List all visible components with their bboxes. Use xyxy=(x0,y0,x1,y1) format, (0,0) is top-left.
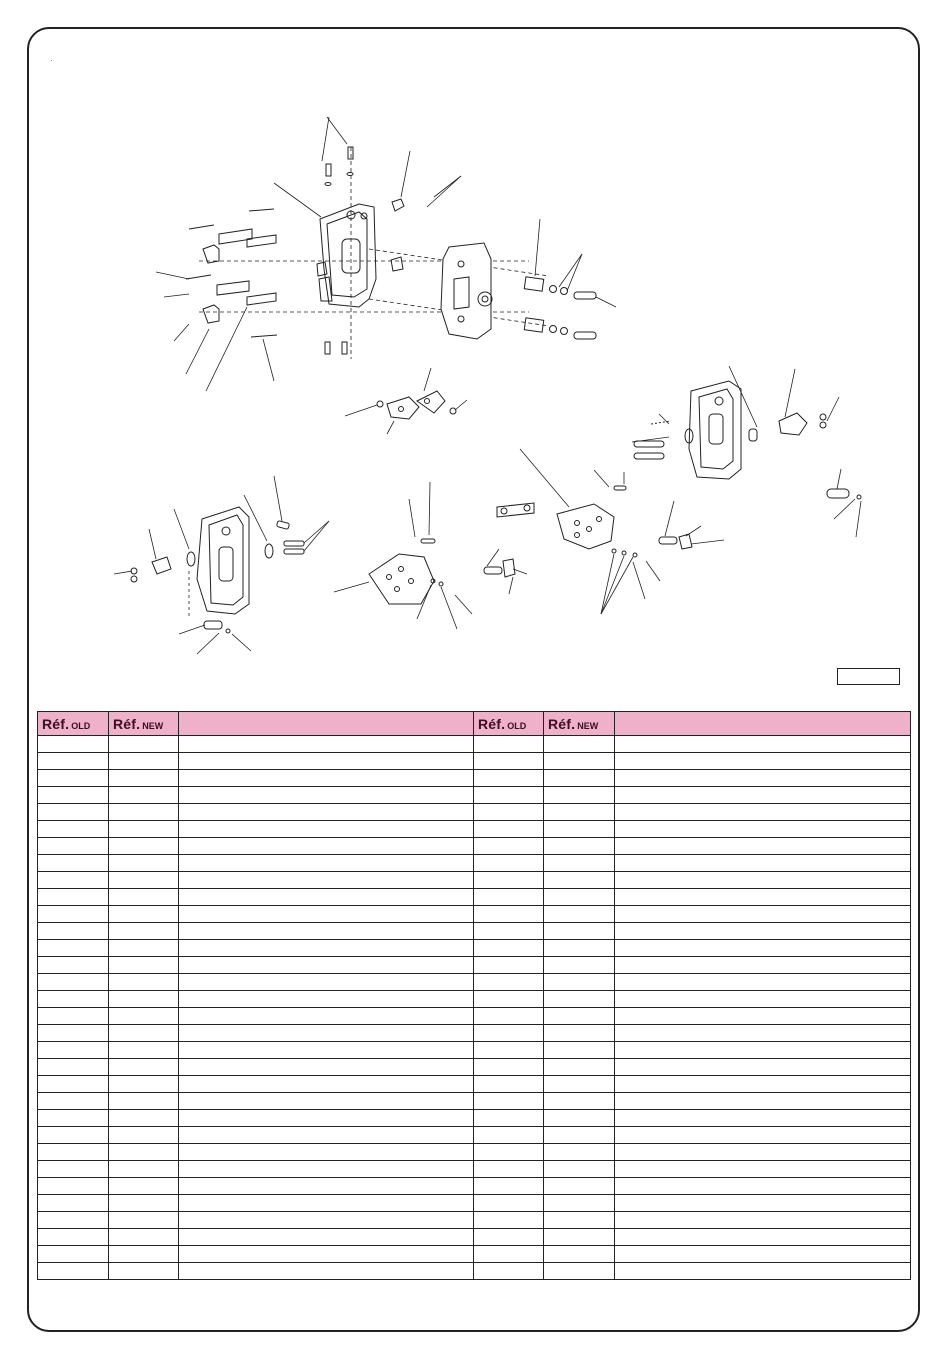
table-cell xyxy=(179,804,474,821)
table-cell xyxy=(109,1195,179,1212)
leader-lines-top xyxy=(156,117,616,391)
table-cell xyxy=(38,923,109,940)
table-cell xyxy=(544,804,615,821)
table-cell xyxy=(544,906,615,923)
plate-lowercenter-part xyxy=(334,482,534,629)
table-cell xyxy=(179,1161,474,1178)
parts-table-body xyxy=(38,736,911,1280)
table-cell xyxy=(615,991,911,1008)
table-cell xyxy=(38,974,109,991)
table-row xyxy=(38,1178,911,1195)
table-cell xyxy=(544,1127,615,1144)
table-cell xyxy=(544,1212,615,1229)
table-cell xyxy=(544,991,615,1008)
table-cell xyxy=(544,1093,615,1110)
table-cell xyxy=(544,1161,615,1178)
table-cell xyxy=(179,974,474,991)
table-cell xyxy=(615,787,911,804)
table-row xyxy=(38,1161,911,1178)
table-cell xyxy=(179,753,474,770)
table-cell xyxy=(544,787,615,804)
table-cell xyxy=(615,906,911,923)
table-cell xyxy=(544,1195,615,1212)
table-cell xyxy=(544,1263,615,1280)
table-row xyxy=(38,1025,911,1042)
table-cell xyxy=(38,770,109,787)
table-cell xyxy=(109,889,179,906)
table-row xyxy=(38,974,911,991)
table-cell xyxy=(38,787,109,804)
table-cell xyxy=(38,821,109,838)
table-cell xyxy=(615,974,911,991)
table-row xyxy=(38,1076,911,1093)
table-cell xyxy=(615,1025,911,1042)
table-cell xyxy=(474,1093,544,1110)
table-row xyxy=(38,1110,911,1127)
table-header-row xyxy=(38,712,911,736)
table-row xyxy=(38,1127,911,1144)
table-cell xyxy=(179,770,474,787)
table-cell xyxy=(544,753,615,770)
table-cell xyxy=(179,1059,474,1076)
table-cell xyxy=(544,1008,615,1025)
table-cell xyxy=(179,1229,474,1246)
table-cell xyxy=(615,1059,911,1076)
table-cell xyxy=(615,1246,911,1263)
table-row xyxy=(38,1008,911,1025)
table-cell xyxy=(179,1195,474,1212)
header-ref-new-right: Réf. NEW xyxy=(544,712,615,736)
table-cell xyxy=(474,753,544,770)
table-cell xyxy=(38,804,109,821)
table-cell xyxy=(109,1263,179,1280)
table-cell xyxy=(615,855,911,872)
table-cell xyxy=(179,1110,474,1127)
table-cell xyxy=(474,1263,544,1280)
table-cell xyxy=(474,1212,544,1229)
table-cell xyxy=(179,1076,474,1093)
table-cell xyxy=(615,753,911,770)
table-cell xyxy=(615,1144,911,1161)
table-cell xyxy=(615,1263,911,1280)
table-cell xyxy=(544,1025,615,1042)
table-cell xyxy=(544,838,615,855)
table-cell xyxy=(38,1008,109,1025)
table-cell xyxy=(474,1229,544,1246)
table-cell xyxy=(38,1178,109,1195)
table-cell xyxy=(109,1229,179,1246)
table-cell xyxy=(544,1059,615,1076)
table-cell xyxy=(544,1110,615,1127)
table-cell xyxy=(109,1178,179,1195)
table-cell xyxy=(615,872,911,889)
table-cell xyxy=(544,821,615,838)
table-cell xyxy=(179,1144,474,1161)
table-cell xyxy=(38,889,109,906)
table-row xyxy=(38,940,911,957)
table-cell xyxy=(38,753,109,770)
table-cell xyxy=(109,1059,179,1076)
table-cell xyxy=(179,957,474,974)
table-row xyxy=(38,787,911,804)
table-cell xyxy=(615,838,911,855)
header-description-left xyxy=(179,712,474,736)
table-cell xyxy=(38,1059,109,1076)
table-cell xyxy=(38,855,109,872)
table-cell xyxy=(38,1042,109,1059)
table-cell xyxy=(615,736,911,753)
table-cell xyxy=(544,1246,615,1263)
right-hardware-top xyxy=(524,277,596,339)
table-row xyxy=(38,804,911,821)
table-cell xyxy=(109,804,179,821)
part-label-box xyxy=(837,668,900,685)
table-cell xyxy=(615,1195,911,1212)
table-cell xyxy=(109,1025,179,1042)
table-row xyxy=(38,1042,911,1059)
table-cell xyxy=(179,736,474,753)
header-ref-new-left: Réf. NEW xyxy=(109,712,179,736)
table-row xyxy=(38,821,911,838)
table-cell xyxy=(179,1025,474,1042)
table-cell xyxy=(615,1161,911,1178)
table-cell xyxy=(544,923,615,940)
table-row xyxy=(38,753,911,770)
table-cell xyxy=(615,1212,911,1229)
table-cell xyxy=(38,1263,109,1280)
table-cell xyxy=(615,1008,911,1025)
table-cell xyxy=(179,1246,474,1263)
table-cell xyxy=(615,957,911,974)
table-cell xyxy=(109,906,179,923)
header-ref-old-left: Réf. OLD xyxy=(38,712,109,736)
table-cell xyxy=(474,1042,544,1059)
table-cell xyxy=(615,1229,911,1246)
table-cell xyxy=(474,957,544,974)
table-cell xyxy=(544,1178,615,1195)
table-row xyxy=(38,1229,911,1246)
table-cell xyxy=(109,838,179,855)
table-cell xyxy=(38,736,109,753)
table-cell xyxy=(109,736,179,753)
table-cell xyxy=(474,991,544,1008)
table-cell xyxy=(38,1025,109,1042)
table-cell xyxy=(179,991,474,1008)
table-cell xyxy=(179,787,474,804)
table-cell xyxy=(474,1246,544,1263)
table-cell xyxy=(544,872,615,889)
table-cell xyxy=(474,1178,544,1195)
table-cell xyxy=(38,991,109,1008)
table-row xyxy=(38,770,911,787)
table-cell xyxy=(109,770,179,787)
table-cell xyxy=(544,957,615,974)
table-cell xyxy=(615,1042,911,1059)
table-cell xyxy=(544,1144,615,1161)
table-cell xyxy=(615,1093,911,1110)
table-cell xyxy=(179,872,474,889)
table-row xyxy=(38,906,911,923)
table-cell xyxy=(615,1127,911,1144)
table-cell xyxy=(109,753,179,770)
table-cell xyxy=(109,1127,179,1144)
table-cell xyxy=(544,940,615,957)
table-cell xyxy=(38,1093,109,1110)
table-cell xyxy=(615,889,911,906)
table-cell xyxy=(179,940,474,957)
table-cell xyxy=(615,770,911,787)
table-cell xyxy=(474,1076,544,1093)
table-cell xyxy=(179,889,474,906)
table-cell xyxy=(615,804,911,821)
table-cell xyxy=(38,906,109,923)
table-cell xyxy=(109,1042,179,1059)
table-cell xyxy=(474,1110,544,1127)
bulkhead-right-part xyxy=(441,243,492,339)
middle-center-parts xyxy=(345,368,467,434)
table-cell xyxy=(109,1076,179,1093)
table-cell xyxy=(38,1229,109,1246)
table-cell xyxy=(179,923,474,940)
table-cell xyxy=(109,991,179,1008)
table-cell xyxy=(38,1110,109,1127)
table-cell xyxy=(544,974,615,991)
table-cell xyxy=(474,804,544,821)
table-cell xyxy=(179,1212,474,1229)
table-cell xyxy=(474,736,544,753)
table-row xyxy=(38,1195,911,1212)
table-row xyxy=(38,1263,911,1280)
table-cell xyxy=(544,1076,615,1093)
table-cell xyxy=(544,1042,615,1059)
shim-plates-left xyxy=(186,209,277,337)
header-ref-old-right: Réf. OLD xyxy=(474,712,544,736)
table-cell xyxy=(544,889,615,906)
table-cell xyxy=(38,838,109,855)
table-cell xyxy=(109,957,179,974)
corner-mark: · xyxy=(50,56,53,65)
table-cell xyxy=(544,736,615,753)
table-cell xyxy=(474,1127,544,1144)
table-cell xyxy=(179,906,474,923)
table-cell xyxy=(109,787,179,804)
table-cell xyxy=(474,1008,544,1025)
table-row xyxy=(38,1059,911,1076)
table-cell xyxy=(38,1127,109,1144)
table-cell xyxy=(109,1144,179,1161)
table-cell xyxy=(615,1076,911,1093)
table-cell xyxy=(38,1161,109,1178)
header-description-right xyxy=(615,712,911,736)
table-cell xyxy=(474,889,544,906)
table-cell xyxy=(474,787,544,804)
table-cell xyxy=(474,906,544,923)
table-cell xyxy=(615,923,911,940)
table-cell xyxy=(474,821,544,838)
table-cell xyxy=(615,1178,911,1195)
table-cell xyxy=(474,1161,544,1178)
table-cell xyxy=(38,1246,109,1263)
table-cell xyxy=(179,821,474,838)
table-cell xyxy=(615,821,911,838)
table-cell xyxy=(179,855,474,872)
table-cell xyxy=(109,923,179,940)
table-cell xyxy=(179,838,474,855)
table-row xyxy=(38,872,911,889)
table-cell xyxy=(544,770,615,787)
table-cell xyxy=(109,1110,179,1127)
table-row xyxy=(38,1144,911,1161)
table-cell xyxy=(474,974,544,991)
table-cell xyxy=(474,940,544,957)
table-row xyxy=(38,923,911,940)
table-cell xyxy=(615,940,911,957)
table-cell xyxy=(109,1161,179,1178)
table-cell xyxy=(109,1008,179,1025)
table-cell xyxy=(109,872,179,889)
table-cell xyxy=(544,1229,615,1246)
bulkhead-main-part xyxy=(317,204,376,307)
table-cell xyxy=(544,855,615,872)
table-cell xyxy=(474,923,544,940)
table-cell xyxy=(474,1144,544,1161)
table-cell xyxy=(109,974,179,991)
table-cell xyxy=(474,872,544,889)
table-row xyxy=(38,957,911,974)
table-cell xyxy=(179,1127,474,1144)
table-cell xyxy=(474,838,544,855)
table-cell xyxy=(179,1263,474,1280)
table-cell xyxy=(109,821,179,838)
table-cell xyxy=(474,1195,544,1212)
bulkhead-lowerleft-part xyxy=(114,476,329,654)
table-cell xyxy=(474,1059,544,1076)
table-row xyxy=(38,736,911,753)
table-cell xyxy=(179,1178,474,1195)
table-cell xyxy=(615,1110,911,1127)
table-cell xyxy=(474,1025,544,1042)
table-cell xyxy=(109,1093,179,1110)
table-row xyxy=(38,889,911,906)
table-cell xyxy=(38,940,109,957)
table-cell xyxy=(179,1093,474,1110)
table-cell xyxy=(38,957,109,974)
exploded-parts-diagram xyxy=(29,29,919,709)
table-row xyxy=(38,1246,911,1263)
table-cell xyxy=(38,1212,109,1229)
table-cell xyxy=(109,1246,179,1263)
table-row xyxy=(38,1093,911,1110)
table-cell xyxy=(179,1008,474,1025)
table-cell xyxy=(38,1144,109,1161)
table-cell xyxy=(474,855,544,872)
parts-list-table xyxy=(37,711,911,1280)
bulkhead-rightside-part xyxy=(632,366,861,537)
table-cell xyxy=(38,1195,109,1212)
table-cell xyxy=(179,1042,474,1059)
table-cell xyxy=(38,1076,109,1093)
table-cell xyxy=(109,1212,179,1229)
table-row xyxy=(38,838,911,855)
table-row xyxy=(38,991,911,1008)
plate-lowerright-part xyxy=(520,449,724,614)
table-cell xyxy=(474,770,544,787)
table-row xyxy=(38,855,911,872)
table-cell xyxy=(109,940,179,957)
table-row xyxy=(38,1212,911,1229)
table-cell xyxy=(109,855,179,872)
table-cell xyxy=(38,872,109,889)
